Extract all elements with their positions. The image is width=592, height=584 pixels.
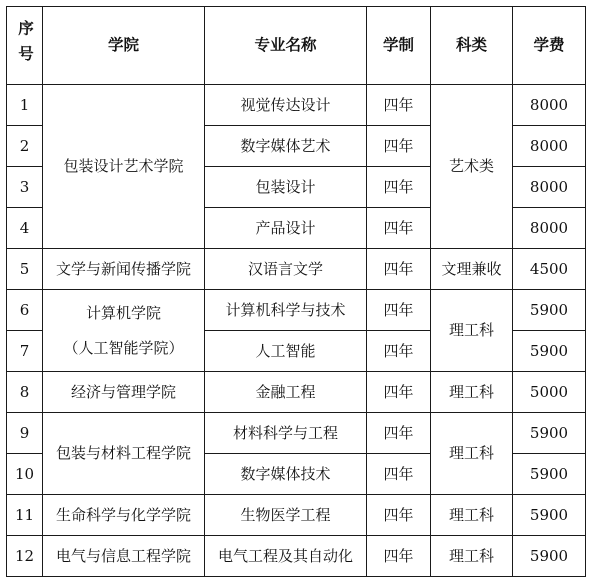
category-cell: 理工科	[431, 372, 513, 413]
college-cell: 电气与信息工程学院	[43, 536, 205, 577]
college-name-line2: （人工智能学院）	[63, 338, 184, 357]
tuition-table	[6, 6, 586, 577]
fee-cell: 5900	[513, 331, 586, 372]
category-cell: 理工科	[431, 413, 513, 495]
duration-cell: 四年	[367, 331, 431, 372]
header-no: 序号	[7, 7, 43, 85]
duration-cell: 四年	[367, 290, 431, 331]
row-number: 7	[7, 331, 43, 372]
table-row	[7, 495, 586, 536]
duration-cell: 四年	[367, 372, 431, 413]
major-cell: 包装设计	[205, 167, 367, 208]
fee-cell: 8000	[513, 126, 586, 167]
header-duration: 学制	[367, 7, 431, 85]
college-cell: 包装与材料工程学院	[43, 413, 205, 495]
major-cell: 生物医学工程	[205, 495, 367, 536]
header-fee: 学费	[513, 7, 586, 85]
major-cell: 计算机科学与技术	[205, 290, 367, 331]
major-cell: 材料科学与工程	[205, 413, 367, 454]
table-header-row	[7, 7, 586, 85]
row-number: 9	[7, 413, 43, 454]
fee-cell: 5900	[513, 454, 586, 495]
major-cell: 金融工程	[205, 372, 367, 413]
table-row	[7, 85, 586, 126]
fee-cell: 8000	[513, 208, 586, 249]
category-cell: 文理兼收	[431, 249, 513, 290]
table-row	[7, 413, 586, 454]
row-number: 12	[7, 536, 43, 577]
duration-cell: 四年	[367, 495, 431, 536]
fee-cell: 4500	[513, 249, 586, 290]
major-cell: 视觉传达设计	[205, 85, 367, 126]
table-row	[7, 290, 586, 331]
major-cell: 电气工程及其自动化	[205, 536, 367, 577]
fee-cell: 5000	[513, 372, 586, 413]
major-cell: 汉语言文学	[205, 249, 367, 290]
table-row	[7, 372, 586, 413]
category-cell: 艺术类	[431, 85, 513, 249]
row-number: 6	[7, 290, 43, 331]
fee-cell: 5900	[513, 495, 586, 536]
fee-cell: 5900	[513, 290, 586, 331]
college-cell: 经济与管理学院	[43, 372, 205, 413]
duration-cell: 四年	[367, 126, 431, 167]
college-name-line1: 计算机学院	[85, 304, 161, 323]
category-cell: 理工科	[431, 495, 513, 536]
table-row	[7, 536, 586, 577]
duration-cell: 四年	[367, 536, 431, 577]
header-major: 专业名称	[205, 7, 367, 85]
college-cell: 生命科学与化学学院	[43, 495, 205, 536]
fee-cell: 5900	[513, 413, 586, 454]
duration-cell: 四年	[367, 413, 431, 454]
fee-cell: 5900	[513, 536, 586, 577]
duration-cell: 四年	[367, 454, 431, 495]
header-category: 科类	[431, 7, 513, 85]
major-cell: 人工智能	[205, 331, 367, 372]
college-cell: 文学与新闻传播学院	[43, 249, 205, 290]
college-cell	[43, 290, 205, 372]
header-college: 学院	[43, 7, 205, 85]
row-number: 2	[7, 126, 43, 167]
table-row	[7, 249, 586, 290]
fee-cell: 8000	[513, 85, 586, 126]
duration-cell: 四年	[367, 85, 431, 126]
category-cell: 理工科	[431, 290, 513, 372]
category-cell: 理工科	[431, 536, 513, 577]
row-number: 10	[7, 454, 43, 495]
major-cell: 产品设计	[205, 208, 367, 249]
major-cell: 数字媒体技术	[205, 454, 367, 495]
duration-cell: 四年	[367, 208, 431, 249]
major-cell: 数字媒体艺术	[205, 126, 367, 167]
row-number: 4	[7, 208, 43, 249]
row-number: 8	[7, 372, 43, 413]
row-number: 5	[7, 249, 43, 290]
row-number: 3	[7, 167, 43, 208]
duration-cell: 四年	[367, 167, 431, 208]
fee-cell: 8000	[513, 167, 586, 208]
row-number: 1	[7, 85, 43, 126]
duration-cell: 四年	[367, 249, 431, 290]
row-number: 11	[7, 495, 43, 536]
college-cell: 包装设计艺术学院	[43, 85, 205, 249]
